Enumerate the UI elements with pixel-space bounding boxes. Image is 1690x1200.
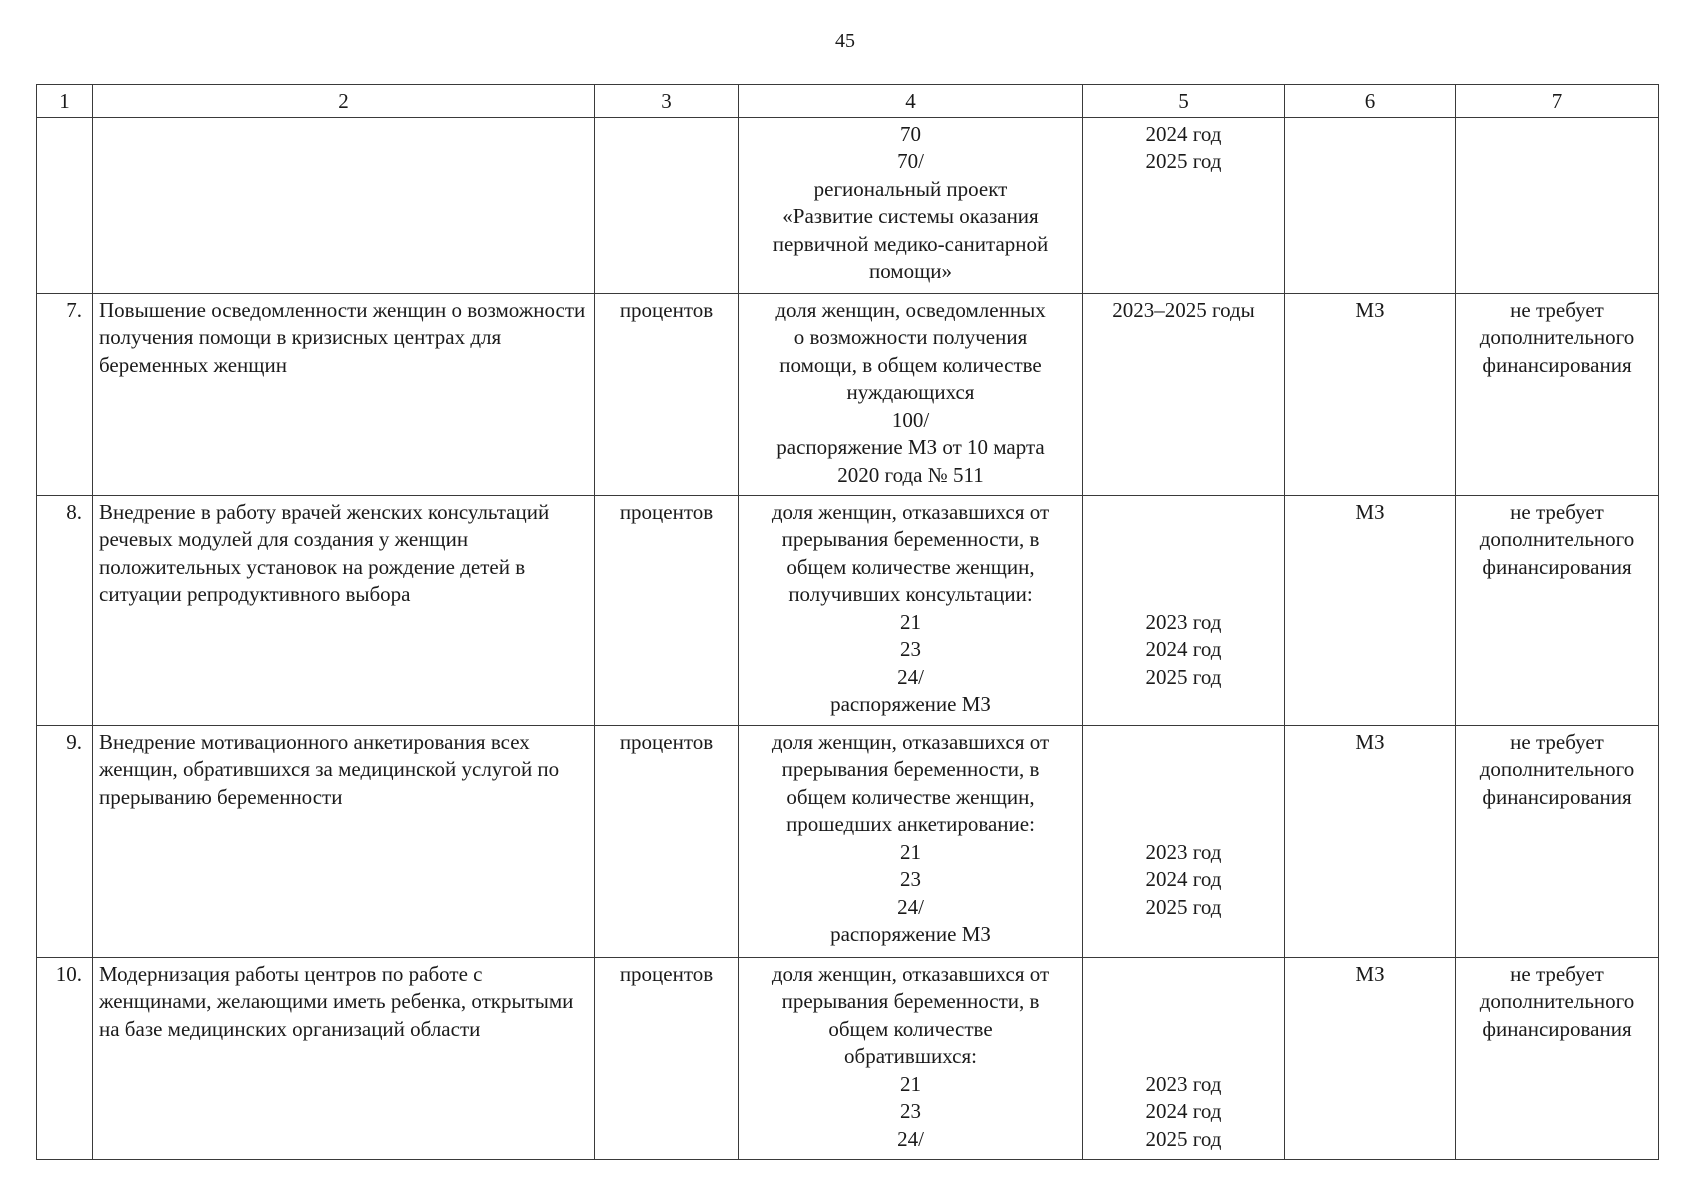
indicator-line: помощи, в общем количестве: [779, 352, 1042, 377]
row-number: 7.: [37, 293, 93, 495]
indicator-line: 24/: [897, 1126, 924, 1151]
indicator-line: 2020 года № 511: [837, 462, 984, 487]
period-line: 2025 год: [1145, 894, 1222, 919]
page-number: 45: [835, 30, 855, 52]
funding-line: дополнительного: [1479, 527, 1635, 551]
funding-line: не требует: [1510, 961, 1604, 986]
period-cell: [1083, 957, 1285, 1159]
indicator-line: первичной медико-санитарной: [772, 231, 1049, 256]
header-row: [37, 85, 1659, 118]
activity-cell: Внедрение в работу врачей женских консультаций речевых модулей для создания у женщин положительных установок на рождение детей в ситуации репродуктивного выбора: [93, 495, 595, 725]
indicator-line: 23: [900, 1099, 921, 1123]
indicator-line: 70: [900, 121, 921, 146]
activity-cell: [93, 117, 595, 293]
indicator-line: 21: [900, 839, 921, 864]
unit-cell: процентов: [595, 293, 739, 495]
period-cell: [1083, 293, 1285, 495]
period-cell: [1083, 725, 1285, 957]
unit-cell: процентов: [595, 957, 739, 1159]
table-row: [37, 117, 1659, 293]
period-line: 2025 год: [1145, 1126, 1222, 1151]
table-row: [37, 495, 1659, 725]
indicator-line: 100/: [891, 407, 930, 432]
table-row: [37, 957, 1659, 1159]
funding-line: финансирования: [1482, 1016, 1632, 1041]
period-line: 2024 год: [1145, 121, 1222, 146]
period-line: 2024 год: [1145, 1099, 1222, 1123]
executor-cell: МЗ: [1285, 293, 1456, 495]
period-cell: [1083, 495, 1285, 725]
indicator-line: 24/: [897, 664, 924, 689]
indicator-line: общем количестве: [828, 1016, 993, 1041]
indicator-line: 21: [900, 1071, 921, 1096]
period-line: 2024 год: [1145, 637, 1222, 661]
executor-cell: [1285, 117, 1456, 293]
funding-line: не требует: [1510, 499, 1604, 524]
indicator-line: прерывания беременности, в: [781, 989, 1040, 1013]
period-line: 2023 год: [1145, 839, 1222, 864]
indicator-line: распоряжение МЗ от 10 марта: [776, 435, 1045, 459]
indicator-line: прерывания беременности, в: [781, 527, 1040, 551]
indicator-line: 21: [900, 609, 921, 634]
header-cell: 3: [595, 85, 739, 118]
period-cell: [1083, 117, 1285, 293]
funding-line: финансирования: [1482, 784, 1632, 809]
indicator-line: 24/: [897, 894, 924, 919]
unit-cell: процентов: [595, 495, 739, 725]
activity-cell: Модернизация работы центров по работе с женщинами, желающими иметь ребенка, открытыми на базе медицинских организаций области: [93, 957, 595, 1159]
indicator-line: доля женщин, осведомленных: [775, 297, 1046, 322]
measures-table: [36, 84, 1659, 1160]
executor-cell: МЗ: [1285, 495, 1456, 725]
executor-cell: МЗ: [1285, 725, 1456, 957]
indicator-line: прерывания беременности, в: [781, 757, 1040, 781]
indicator-line: доля женщин, отказавшихся от: [771, 961, 1050, 986]
indicator-cell: [739, 117, 1083, 293]
period-line: 2023–2025 годы: [1112, 297, 1255, 322]
indicator-line: 23: [900, 867, 921, 891]
funding-cell: [1456, 725, 1659, 957]
indicator-line: прошедших анкетирование:: [786, 812, 1035, 836]
period-line: 2023 год: [1145, 1071, 1222, 1096]
funding-cell: [1456, 117, 1659, 293]
indicator-line: общем количестве женщин,: [786, 784, 1035, 809]
funding-line: финансирования: [1482, 554, 1632, 579]
funding-line: дополнительного: [1479, 757, 1635, 781]
table-row: [37, 725, 1659, 957]
header-cell: 5: [1083, 85, 1285, 118]
funding-line: не требует: [1510, 297, 1604, 322]
row-number: [37, 117, 93, 293]
indicator-line: 23: [900, 637, 921, 661]
period-line: 2023 год: [1145, 609, 1222, 634]
row-number: 9.: [37, 725, 93, 957]
funding-line: финансирования: [1482, 352, 1632, 377]
indicator-line: 70/: [897, 149, 924, 173]
funding-cell: [1456, 957, 1659, 1159]
indicator-line: «Развитие системы оказания: [782, 204, 1039, 228]
indicator-line: помощи»: [868, 259, 953, 283]
indicator-cell: [739, 495, 1083, 725]
indicator-line: распоряжение МЗ: [830, 692, 991, 716]
indicator-line: распоряжение МЗ: [830, 922, 991, 946]
period-line: 2025 год: [1145, 149, 1222, 173]
indicator-line: доля женщин, отказавшихся от: [771, 729, 1050, 754]
indicator-line: получивших консультации:: [788, 582, 1033, 606]
indicator-line: о возможности получения: [793, 325, 1028, 349]
indicator-line: доля женщин, отказавшихся от: [771, 499, 1050, 524]
funding-line: дополнительного: [1479, 989, 1635, 1013]
indicator-cell: [739, 725, 1083, 957]
funding-line: не требует: [1510, 729, 1604, 754]
unit-cell: [595, 117, 739, 293]
indicator-cell: [739, 293, 1083, 495]
header-cell: 2: [93, 85, 595, 118]
activity-cell: Внедрение мотивационного анкетирования всех женщин, обратившихся за медицинской услугой по прерыванию беременности: [93, 725, 595, 957]
row-number: 10.: [37, 957, 93, 1159]
header-cell: 7: [1456, 85, 1659, 118]
period-line: 2024 год: [1145, 867, 1222, 891]
indicator-line: региональный проект: [813, 176, 1008, 201]
activity-cell: Повышение осведомленности женщин о возможности получения помощи в кризисных центрах для беременных женщин: [93, 293, 595, 495]
period-line: 2025 год: [1145, 664, 1222, 689]
indicator-cell: [739, 957, 1083, 1159]
table-row: [37, 293, 1659, 495]
executor-cell: МЗ: [1285, 957, 1456, 1159]
unit-cell: процентов: [595, 725, 739, 957]
funding-cell: [1456, 495, 1659, 725]
funding-cell: [1456, 293, 1659, 495]
header-cell: 4: [739, 85, 1083, 118]
indicator-line: общем количестве женщин,: [786, 554, 1035, 579]
funding-line: дополнительного: [1479, 325, 1635, 349]
header-cell: 6: [1285, 85, 1456, 118]
header-cell: 1: [37, 85, 93, 118]
indicator-line: нуждающихся: [846, 380, 975, 404]
indicator-line: обратившихся:: [844, 1044, 977, 1068]
row-number: 8.: [37, 495, 93, 725]
